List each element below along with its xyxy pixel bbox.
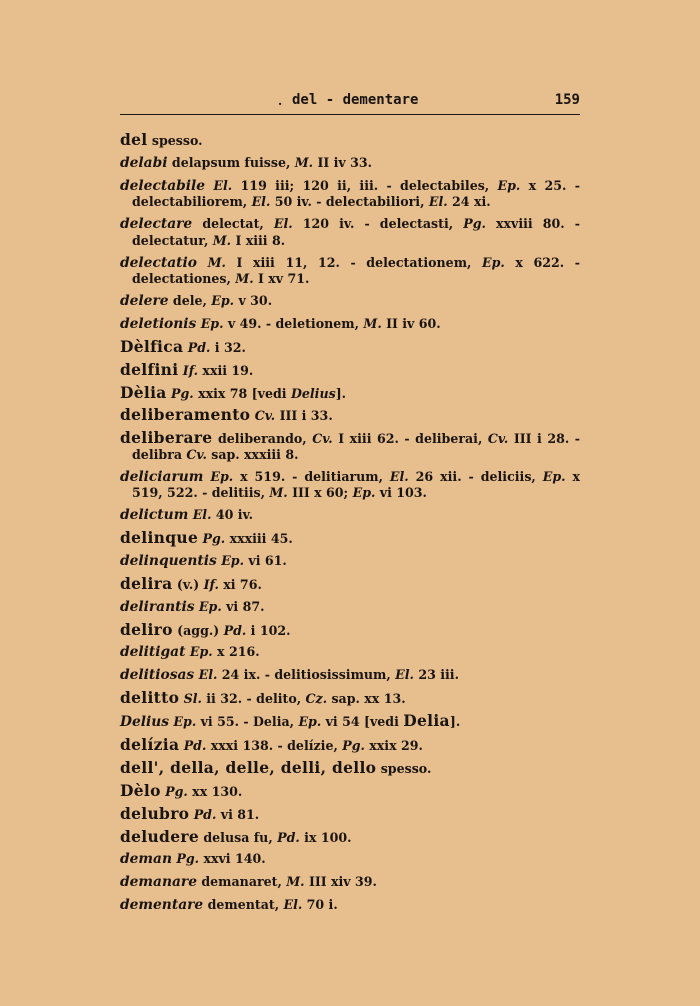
entry-headword: dementare xyxy=(120,897,204,914)
source-abbreviation: M. xyxy=(286,874,305,890)
dictionary-entry xyxy=(120,527,580,547)
entry-headword: delere xyxy=(120,292,169,309)
entry-text: III xiv 39. xyxy=(304,874,377,890)
source-abbreviation: Ep. xyxy=(298,714,322,730)
entry-text: III i 28. - delibra xyxy=(132,431,580,462)
entry-text: x 216. xyxy=(212,644,260,660)
source-abbreviation: Cv. xyxy=(312,431,333,447)
source-abbreviation: Ep. xyxy=(210,468,234,484)
dictionary-entry xyxy=(120,690,580,707)
dictionary-entry xyxy=(120,874,580,891)
dictionary-entry xyxy=(120,553,580,570)
entry-text: 70 i. xyxy=(302,897,338,913)
source-abbreviation: If. xyxy=(203,576,219,592)
source-abbreviation: Ep. xyxy=(542,468,566,484)
source-abbreviation: El. xyxy=(213,177,233,193)
entry-text: III x 60; xyxy=(287,485,353,501)
entry-text: (v.) xyxy=(172,576,204,592)
entry-text: ix 100. xyxy=(299,829,352,845)
entry-text: 24 ix. - delitiosissimum, xyxy=(217,667,396,683)
source-abbreviation: El. xyxy=(389,468,409,484)
entry-headword: Dèlia xyxy=(120,382,167,402)
source-abbreviation: M. xyxy=(294,154,314,170)
entry-text: I xiii 11, 12. - delectationem, xyxy=(225,254,482,270)
dictionary-entry xyxy=(120,780,580,800)
entry-headword: deludere xyxy=(120,826,199,846)
dictionary-entry xyxy=(120,359,580,379)
entry-text: III i 33. xyxy=(275,408,333,424)
source-abbreviation: Cv. xyxy=(186,446,207,462)
dictionary-entry xyxy=(120,507,580,524)
entry-text: x 25. - delectabiliorem, xyxy=(132,177,580,210)
entry-text: 26 xii. - deliciis, xyxy=(408,468,543,484)
entry-text: deliberando, xyxy=(212,431,313,447)
entry-headword: delinquentis xyxy=(120,552,217,569)
entry-headword: delectabile xyxy=(120,177,206,194)
entry-headword: deliberare xyxy=(120,428,213,448)
dictionary-entry xyxy=(120,469,580,501)
source-abbreviation: El. xyxy=(395,667,414,683)
entry-text: dele, xyxy=(168,292,212,308)
dictionary-entry xyxy=(120,293,580,310)
entry-text: demanaret, xyxy=(196,874,287,890)
entry-text: v 30. xyxy=(234,292,273,308)
entry-text: 119 iii; 120 ii, iii. - delectabiles, xyxy=(232,177,498,193)
source-abbreviation: Pd. xyxy=(183,737,207,753)
page-header xyxy=(120,92,580,112)
entry-text: x 519. - delitiarum, xyxy=(233,468,390,484)
source-abbreviation: Ep. xyxy=(482,254,505,270)
entry-headword: delitto xyxy=(120,688,180,708)
entry-text: xi 76. xyxy=(218,576,262,592)
entry-list xyxy=(120,132,580,920)
dictionary-entry xyxy=(120,407,580,424)
entry-headword: delictum xyxy=(120,507,189,524)
entry-text: 120 iv. - delectasti, xyxy=(292,216,464,232)
source-abbreviation: Ep. xyxy=(221,552,244,568)
entry-text: 40 iv. xyxy=(211,507,253,523)
dictionary-entry xyxy=(120,430,580,462)
running-head: del - dementare xyxy=(292,92,419,108)
entry-headword: deliciarum xyxy=(120,468,204,485)
source-abbreviation: Cv. xyxy=(487,431,509,447)
source-abbreviation: El. xyxy=(283,897,303,913)
dictionary-entry xyxy=(120,155,580,172)
entry-text: i 32. xyxy=(210,339,246,355)
source-abbreviation: M. xyxy=(207,254,226,270)
entry-text: ]. xyxy=(449,714,461,730)
source-abbreviation: M. xyxy=(363,315,382,331)
entry-text: xxxi 138. - delízie, xyxy=(206,737,343,753)
source-abbreviation: Ep. xyxy=(198,598,222,614)
source-abbreviation: Pg. xyxy=(176,851,200,867)
source-abbreviation: Pg. xyxy=(171,385,194,401)
dictionary-entry xyxy=(120,336,580,356)
source-abbreviation: Pd. xyxy=(193,806,217,822)
dictionary-entry xyxy=(120,178,580,210)
source-abbreviation: El. xyxy=(428,194,448,210)
entry-text: I xiii 62. - deliberai, xyxy=(332,431,488,447)
entry-headword: delízia xyxy=(120,734,180,754)
entry-headword: deman xyxy=(120,851,172,868)
source-abbreviation: Pd. xyxy=(187,339,211,355)
source-abbreviation: El. xyxy=(273,216,293,232)
entry-text: vi 54 [vedi xyxy=(321,714,404,730)
entry-text: delectat, xyxy=(192,216,274,232)
entry-headword: delectatio xyxy=(120,254,197,271)
entry-headword: delabi xyxy=(120,154,168,171)
entry-text: 23 iii. xyxy=(413,667,459,683)
entry-text: vi 81. xyxy=(216,806,260,822)
source-abbreviation: Ep. xyxy=(200,315,224,331)
dictionary-entry xyxy=(120,897,580,914)
source-abbreviation: Pg. xyxy=(342,737,365,753)
entry-text: vi 55. - Delia, xyxy=(196,714,299,730)
header-rule xyxy=(120,114,580,115)
entry-text: I xiii 8. xyxy=(231,232,286,248)
source-abbreviation: Sl. xyxy=(183,691,202,707)
source-abbreviation: Cv. xyxy=(254,408,276,424)
source-abbreviation: Ep. xyxy=(211,292,235,308)
source-abbreviation: Pd. xyxy=(223,622,247,638)
entry-text: x 519, 522. - delitiis, xyxy=(132,468,580,501)
entry-headword: delfini xyxy=(120,359,179,379)
source-abbreviation: El. xyxy=(192,507,212,523)
entry-headword: deliro xyxy=(120,619,173,639)
entry-text: (agg.) xyxy=(172,622,224,638)
dictionary-entry xyxy=(120,667,580,684)
entry-text: 24 xi. xyxy=(447,194,491,210)
entry-headword: Dèlfica xyxy=(120,336,184,356)
entry-headword: delectare xyxy=(120,216,193,233)
source-abbreviation: Delius xyxy=(290,385,336,401)
entry-text: II iv 60. xyxy=(381,315,441,331)
dictionary-entry xyxy=(120,599,580,616)
entry-headword: delubro xyxy=(120,803,190,823)
dictionary-entry xyxy=(120,734,580,754)
entry-headword: Delius xyxy=(120,714,170,731)
source-abbreviation: Pg. xyxy=(202,530,226,546)
entry-text: spesso. xyxy=(147,133,203,148)
entry-text: v 49. - deletionem, xyxy=(223,315,364,331)
entry-headword: Dèlo xyxy=(120,780,161,800)
entry-headword: delitiosas xyxy=(120,667,195,684)
source-abbreviation: Ep. xyxy=(497,177,521,193)
source-abbreviation: Ep. xyxy=(352,485,376,501)
source-abbreviation: Ep. xyxy=(173,714,197,730)
source-abbreviation: Ep. xyxy=(189,644,213,660)
source-abbreviation: Pg. xyxy=(165,783,188,799)
source-abbreviation: Cz. xyxy=(305,691,328,707)
entry-text: xxii 19. xyxy=(198,362,254,378)
entry-headword: delinque xyxy=(120,527,199,547)
entry-headword: deletionis xyxy=(120,315,197,332)
entry-text: xx 130. xyxy=(187,783,243,799)
dictionary-entry xyxy=(120,713,580,731)
dictionary-entry xyxy=(120,316,580,333)
source-abbreviation: M. xyxy=(212,232,232,248)
entry-text: x 622. - delectationes, xyxy=(132,254,580,287)
entry-headword: delitigat xyxy=(120,644,186,661)
dictionary-entry xyxy=(120,851,580,868)
entry-text xyxy=(197,255,208,270)
entry-text: xxxiii 45. xyxy=(225,530,293,546)
dictionary-entry xyxy=(120,132,580,149)
dictionary-entry xyxy=(120,757,580,777)
page-number: 159 xyxy=(554,92,580,108)
entry-text: xxviii 80. - delectatur, xyxy=(132,216,581,248)
entry-text: i 102. xyxy=(246,622,291,638)
dictionary-entry xyxy=(120,382,580,402)
entry-headword: delira xyxy=(120,573,173,593)
source-abbreviation: M. xyxy=(235,271,254,287)
dictionary-entry xyxy=(120,216,580,248)
entry-text: vi 87. xyxy=(221,598,265,614)
entry-headword: dell', della, delle, delli, dello xyxy=(120,757,377,777)
entry-headword: delirantis xyxy=(120,598,195,615)
entry-headword: Delia xyxy=(403,711,450,731)
source-abbreviation: If. xyxy=(182,362,199,378)
entry-text: sap. xx 13. xyxy=(327,691,406,707)
entry-text: spesso. xyxy=(376,760,432,776)
entry-text: vi 103. xyxy=(375,485,427,501)
dictionary-entry xyxy=(120,573,580,593)
dictionary-entry xyxy=(120,826,580,846)
entry-headword: demanare xyxy=(120,874,197,891)
entry-headword: deliberamento xyxy=(120,405,251,425)
entry-text: xxvi 140. xyxy=(199,851,266,867)
entry-text: II iv 33. xyxy=(313,154,373,170)
dictionary-entry xyxy=(120,803,580,823)
entry-text: vi 61. xyxy=(244,552,287,568)
source-abbreviation: Pd. xyxy=(277,829,300,845)
entry-text: ii 32. - delito, xyxy=(201,691,306,707)
entry-text: sap. xxxiii 8. xyxy=(206,446,299,462)
entry-text: xxix 29. xyxy=(364,737,423,753)
entry-text: delusa fu, xyxy=(198,829,278,845)
entry-text: ]. xyxy=(335,385,347,401)
source-abbreviation: El. xyxy=(198,667,218,683)
entry-text: delapsum fuisse, xyxy=(167,154,295,170)
source-abbreviation: El. xyxy=(251,194,271,210)
entry-text: 50 iv. - delectabiliori, xyxy=(270,194,429,210)
entry-headword: del xyxy=(120,130,148,149)
header-dot: . xyxy=(278,94,283,108)
entry-text: dementat, xyxy=(203,897,284,913)
entry-text: I xv 71. xyxy=(253,271,310,287)
dictionary-entry xyxy=(120,644,580,661)
source-abbreviation: M. xyxy=(269,485,288,501)
entry-text: xxix 78 [vedi xyxy=(193,385,291,401)
dictionary-entry xyxy=(120,619,580,639)
source-abbreviation: Pg. xyxy=(463,216,486,232)
dictionary-entry xyxy=(120,255,580,287)
